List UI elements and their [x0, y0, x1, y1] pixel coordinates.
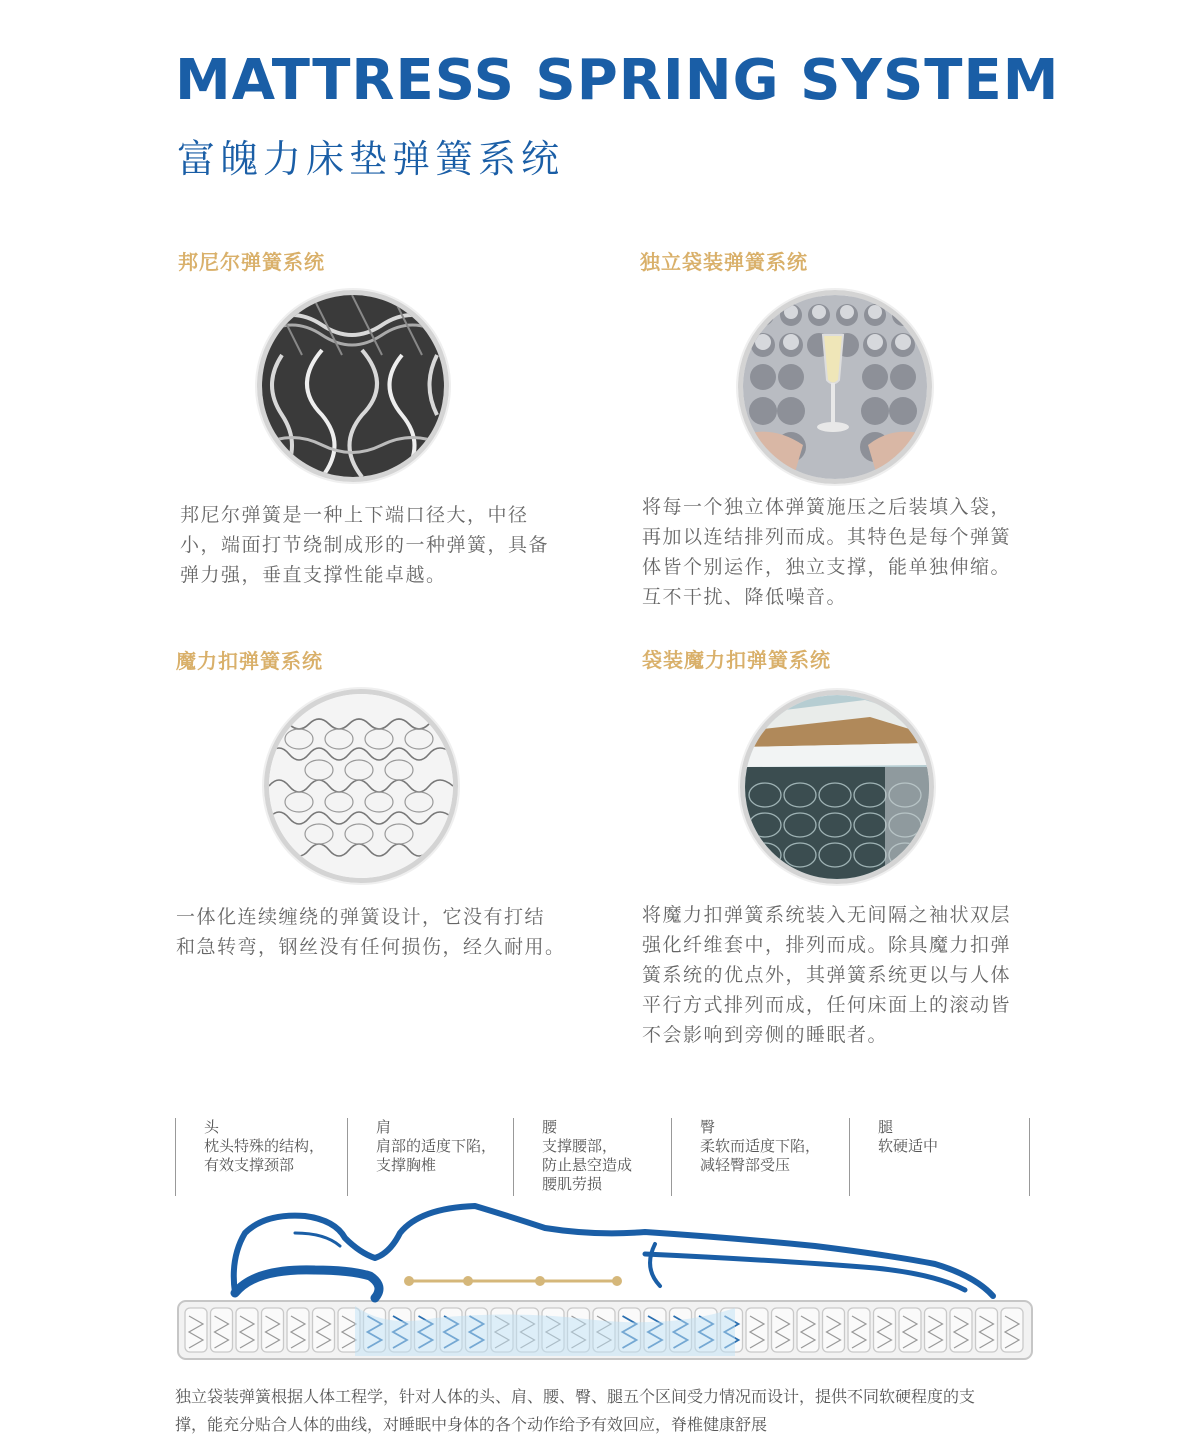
pocket-continuous-spring-image [740, 690, 934, 884]
bonnell-spring-image [257, 290, 449, 482]
continuous-spring-image [264, 689, 458, 883]
section-title-pocket: 独立袋装弹簧系统 [640, 250, 808, 274]
zone-divider-end [1029, 1118, 1030, 1196]
section-text-pocket-continuous: 将魔力扣弹簧系统装入无间隔之袖状双层 强化纤维套中，排列而成。除具魔力扣弹 簧系统的优点外，其弹簧系统更以与人体 平行方式排列而成，任何床面上的滚动皆 不会影响到旁侧的睡眠者。 [642, 904, 1012, 1046]
zone-leg: 腿 软硬适中 [849, 1118, 1029, 1196]
section-title-continuous: 魔力扣弹簧系统 [176, 649, 323, 673]
section-title-pocket-continuous: 袋装魔力扣弹簧系统 [642, 648, 831, 672]
zone-waist: 腰 支撑腰部， 防止悬空造成 腰肌劳损 [513, 1118, 671, 1196]
zone-head: 头 枕头特殊的结构， 有效支撑颈部 [175, 1118, 347, 1196]
section-text-pocket: 将每一个独立体弹簧施压之后装填入袋， 再加以连结排列而成。其特色是每个弹簧 体皆个别运作，独立支撑，能单独伸缩。 互不干扰、降低噪音。 [642, 496, 1012, 608]
body-zones [175, 1118, 1030, 1196]
zone-hip: 臀 柔软而适度下陷， 减轻臀部受压 [671, 1118, 849, 1196]
footer-description: 独立袋装弹簧根据人体工程学，针对人体的头、肩、腰、臀、腿五个区间受力情况而设计，提供不同软硬程度的支 撑，能充分贴合人体的曲线，对睡眠中身体的各个动作给予有效回应，脊椎健康舒展 [175, 1387, 976, 1434]
pocket-spring-image [738, 290, 932, 484]
section-text-continuous: 一体化连续缠绕的弹簧设计，它没有打结 和急转弯，钢丝没有任何损伤，经久耐用。 [176, 906, 566, 958]
section-text-bonnell: 邦尼尔弹簧是一种上下端口径大，中径 小，端面打节绕制成形的一种弹簧，具备 弹力强，垂直支撑性能卓越。 [180, 504, 550, 586]
page-subtitle: 富魄力床垫弹簧系统 [177, 137, 565, 181]
zone-shoulder: 肩 肩部的适度下陷， 支撑胸椎 [347, 1118, 513, 1196]
page-title: MATTRESS SPRING SYSTEM [175, 48, 1060, 113]
section-title-bonnell: 邦尼尔弹簧系统 [178, 250, 325, 274]
body-mattress-illustration [175, 1198, 1035, 1363]
